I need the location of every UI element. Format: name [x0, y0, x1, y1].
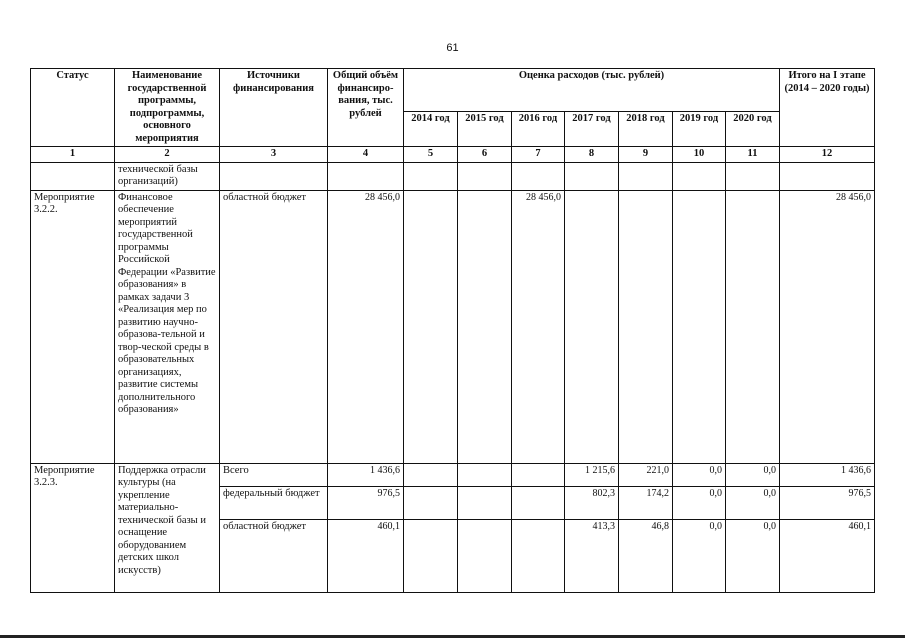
- row-y2019: 0,0: [673, 486, 726, 519]
- header-estimate: Оценка расходов (тыс. рублей): [404, 69, 780, 112]
- header-year: 2019 год: [673, 112, 726, 147]
- row-total: 1 436,6: [328, 463, 404, 486]
- column-number-row: [31, 147, 875, 163]
- column-number: 2: [115, 147, 220, 163]
- scan-edge-divider: [0, 635, 905, 638]
- table-row: [31, 162, 875, 190]
- column-number: 3: [220, 147, 328, 163]
- row-status: Мероприятие 3.2.3.: [31, 463, 115, 592]
- row-y2019: 0,0: [673, 463, 726, 486]
- header-year: 2017 год: [565, 112, 619, 147]
- row-y2019: 0,0: [673, 519, 726, 592]
- row-itogo: 28 456,0: [780, 190, 875, 463]
- column-number: 1: [31, 147, 115, 163]
- row-source: федеральный бюджет: [220, 486, 328, 519]
- header-row: [31, 69, 875, 112]
- header-name: Наименование государственной программы, подпрограммы, основного мероприятия: [115, 69, 220, 147]
- header-sources: Источники финансирования: [220, 69, 328, 147]
- column-number: 11: [726, 147, 780, 163]
- column-number: 9: [619, 147, 673, 163]
- row-y2016: 28 456,0: [512, 190, 565, 463]
- page-number: 61: [446, 42, 459, 54]
- column-number: 12: [780, 147, 875, 163]
- row-source: областной бюджет: [220, 190, 328, 463]
- row-total: 976,5: [328, 486, 404, 519]
- table-row: [31, 190, 875, 463]
- row-total: 28 456,0: [328, 190, 404, 463]
- column-number: 6: [458, 147, 512, 163]
- header-year: 2016 год: [512, 112, 565, 147]
- row-y2018: 46,8: [619, 519, 673, 592]
- row-name: технической базы организаций): [115, 162, 220, 190]
- row-y2017: 802,3: [565, 486, 619, 519]
- row-y2020: 0,0: [726, 486, 780, 519]
- row-y2020: 0,0: [726, 519, 780, 592]
- row-total: 460,1: [328, 519, 404, 592]
- row-itogo: 976,5: [780, 486, 875, 519]
- header-year: 2018 год: [619, 112, 673, 147]
- header-year: 2014 год: [404, 112, 458, 147]
- row-y2017: 413,3: [565, 519, 619, 592]
- row-name: Финансовое обеспечение мероприятий государственной программы Российской Федерации «Развитие образования» в рамках задачи 3 «Реализация мер по развитию научно-образова-тельной и твор-ческой среды в образовательных организациях, развитие системы дополнительного образования»: [115, 190, 220, 463]
- row-name: Поддержка отрасли культуры (на укрепление материально-технической базы и оснащение оборудованием детских школ искусств): [115, 463, 220, 592]
- row-status: Мероприятие 3.2.2.: [31, 190, 115, 463]
- header-itogo: Итого на I этапе (2014 – 2020 годы): [780, 69, 875, 147]
- table-row: [31, 463, 875, 486]
- row-source: областной бюджет: [220, 519, 328, 592]
- header-year: 2015 год: [458, 112, 512, 147]
- column-number: 5: [404, 147, 458, 163]
- row-y2018: 221,0: [619, 463, 673, 486]
- column-number: 4: [328, 147, 404, 163]
- column-number: 7: [512, 147, 565, 163]
- budget-table: [30, 68, 875, 593]
- row-y2020: 0,0: [726, 463, 780, 486]
- header-status: Статус: [31, 69, 115, 147]
- row-source: Всего: [220, 463, 328, 486]
- row-itogo: 460,1: [780, 519, 875, 592]
- header-total: Общий объём финансиро-вания, тыс. рублей: [328, 69, 404, 147]
- row-y2017: 1 215,6: [565, 463, 619, 486]
- column-number: 8: [565, 147, 619, 163]
- header-year: 2020 год: [726, 112, 780, 147]
- row-itogo: 1 436,6: [780, 463, 875, 486]
- column-number: 10: [673, 147, 726, 163]
- row-y2018: 174,2: [619, 486, 673, 519]
